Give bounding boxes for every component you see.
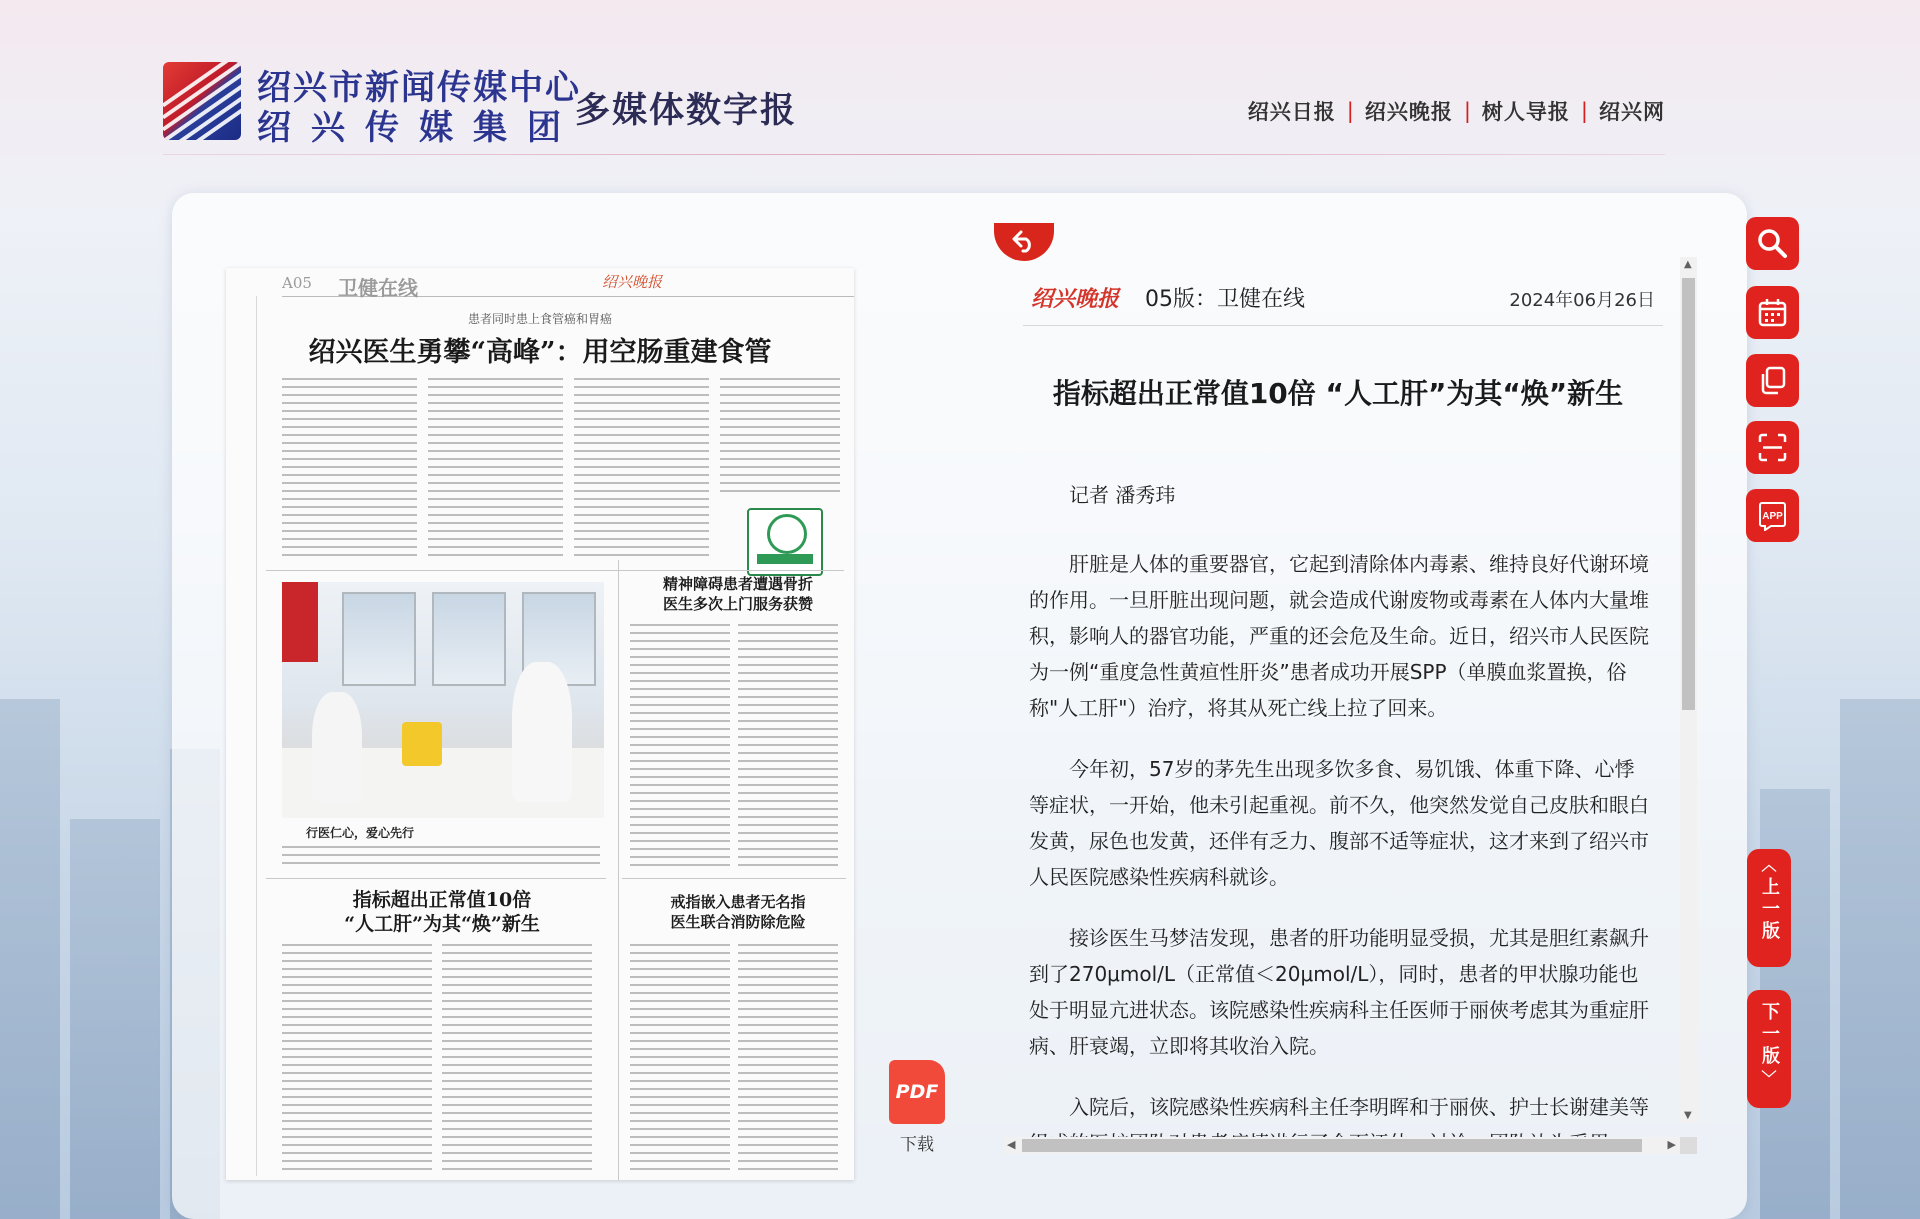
scan-button[interactable] xyxy=(1746,421,1799,474)
top-nav xyxy=(1248,96,1665,126)
article-paragraph: 接诊医生马梦洁发现，患者的肝功能明显受损，尤其是胆红素飙升到了270μmol/L（正常值＜20μmol/L），同时，患者的甲状腺功能也处于明显亢进状态。该院感染性疾病科主任医师于丽俠考虑其为重症肝病、肝衰竭，立即将其收治入院。 xyxy=(1029,926,1649,1058)
newspaper-page-image[interactable] xyxy=(226,268,854,1180)
header-divider xyxy=(163,154,1665,155)
download-label[interactable]: 下载 xyxy=(900,1135,934,1155)
article-text-block xyxy=(574,378,709,558)
copy-button[interactable] xyxy=(1746,354,1799,407)
article-panel xyxy=(1003,257,1680,1154)
nav-separator: | xyxy=(1580,99,1588,123)
app-icon xyxy=(1757,500,1788,531)
chevron-up-icon: ︿ xyxy=(1761,856,1777,874)
vertical-scroll-thumb[interactable] xyxy=(1682,278,1695,710)
section-rule xyxy=(622,878,846,879)
scrollbar-corner xyxy=(1680,1137,1697,1154)
scroll-down-arrow-icon[interactable]: ▼ xyxy=(1684,1110,1692,1121)
copy-icon xyxy=(1757,365,1788,396)
scan-icon xyxy=(1757,432,1788,463)
story2-headline[interactable] xyxy=(622,574,854,614)
article-text-block xyxy=(720,378,840,498)
story3-headline-line1: 指标超出正常值10倍 xyxy=(352,889,532,911)
column-rule xyxy=(256,296,257,1176)
story4-headline-line2: 医生联合消防除危险 xyxy=(670,913,806,931)
lead-headline[interactable]: 绍兴医生勇攀“高峰”：用空肠重建食管 xyxy=(308,337,772,368)
photo-caption: 行医仁心，爱心先行 xyxy=(306,826,415,840)
article-vertical-scrollbar[interactable] xyxy=(1680,257,1697,1123)
nav-link-shuren-daobao[interactable]: 树人导报 xyxy=(1481,100,1570,124)
article-text-block xyxy=(282,944,432,1172)
calendar-button[interactable] xyxy=(1746,286,1799,339)
article-header xyxy=(1023,257,1663,326)
app-icon-text: APP xyxy=(1762,511,1783,522)
next-page-label: 下一版 xyxy=(1759,1002,1780,1068)
search-button[interactable] xyxy=(1746,217,1799,270)
article-text-block xyxy=(630,624,730,869)
story2-headline-line2: 医生多次上门服务获赞 xyxy=(662,595,813,613)
org-name-line2: 绍兴传媒集团 xyxy=(257,108,581,148)
scroll-up-arrow-icon[interactable]: ▲ xyxy=(1684,259,1692,270)
caption-text xyxy=(282,846,600,866)
article-edition: 05版：卫健在线 xyxy=(1145,287,1305,312)
site-title: 多媒体数字报 xyxy=(575,91,798,131)
calendar-icon xyxy=(1757,297,1788,328)
app-button[interactable] xyxy=(1746,489,1799,542)
article-horizontal-scrollbar[interactable] xyxy=(1003,1137,1680,1154)
search-icon xyxy=(1757,228,1788,259)
article-paragraph: 入院后，该院感染性疾病科主任李明晖和于丽俠、护士长谢建美等 xyxy=(1069,1095,1649,1119)
news-photo[interactable] xyxy=(282,582,604,818)
story4-headline-line1: 戒指嵌入患者无名指 xyxy=(670,893,806,911)
lead-kicker: 患者同时患上食管癌和胃癌 xyxy=(467,312,612,326)
section-rule xyxy=(266,570,844,571)
article-reporter: 记者 潘秀玮 xyxy=(1069,483,1176,507)
article-text-block xyxy=(630,944,730,1172)
chevron-down-icon: ﹀ xyxy=(1761,1069,1777,1087)
story3-headline[interactable] xyxy=(282,888,602,936)
back-arrow-icon xyxy=(1011,229,1037,253)
article-text-block xyxy=(738,624,838,869)
article-text-block xyxy=(738,944,838,1172)
story4-headline[interactable] xyxy=(622,892,854,932)
newspaper-section: 卫健在线 xyxy=(338,276,418,300)
newspaper-page-header xyxy=(282,268,854,300)
logo-icon[interactable] xyxy=(163,62,241,140)
story3-headline-line2: “人工肝”为其“焕”新生 xyxy=(344,913,540,935)
article-brand: 绍兴晚报 xyxy=(1031,286,1120,312)
site-header xyxy=(0,0,1920,160)
nav-link-shaoxing-net[interactable]: 绍兴网 xyxy=(1599,100,1665,124)
section-rule xyxy=(266,878,606,879)
next-page-button[interactable] xyxy=(1747,990,1791,1108)
hospital-emblem xyxy=(747,508,823,576)
scroll-right-arrow-icon[interactable]: ▶ xyxy=(1667,1138,1676,1151)
nav-link-shaoxing-evening[interactable]: 绍兴晚报 xyxy=(1364,100,1453,124)
horizontal-scroll-thumb[interactable] xyxy=(1022,1139,1642,1152)
newspaper-page-number: A05 xyxy=(282,274,312,292)
org-name-line1: 绍兴市新闻传媒中心 xyxy=(257,68,581,108)
article-paragraph: 今年初，57岁的茅先生出现多饮多食、易饥饿、体重下降、心悸等症状，一开始，他未引起重视。前不久，他突然发觉自己皮肤和眼白发黄，尿色也发黄，还伴有乏力、腹部不适等症状，这才来到了绍兴市人民医院感染性疾病科就诊。 xyxy=(1029,757,1649,889)
story2-headline-line1: 精神障碍患者遭遇骨折 xyxy=(662,575,813,593)
scroll-left-arrow-icon[interactable]: ◀ xyxy=(1007,1138,1016,1151)
prev-page-label: 上一版 xyxy=(1759,877,1780,943)
newspaper-brand: 绍兴晚报 xyxy=(602,273,663,291)
nav-link-shaoxing-daily[interactable]: 绍兴日报 xyxy=(1247,100,1336,124)
nav-separator: | xyxy=(1346,99,1354,123)
article-text-block xyxy=(282,378,417,558)
article-date: 2024年06月26日 xyxy=(1509,290,1655,311)
article-body xyxy=(1029,477,1654,1154)
pdf-icon: PDF xyxy=(889,1060,945,1124)
article-text-block xyxy=(442,944,592,1172)
article-title: 指标超出正常值10倍 “人工肝”为其“焕”新生 xyxy=(1052,377,1624,410)
article-text-block xyxy=(428,378,563,558)
article-paragraph: 肝脏是人体的重要器官，它起到清除体内毒素、维持良好代谢环境的作用。一旦肝脏出现问题，就会造成代谢废物或毒素在人体内大量堆积，影响人的器官功能，严重的还会危及生命。近日，绍兴市人民医院为一例“重度急性黄疸性肝炎”患者成功开展SPP（单膜血浆置换，俗称"人工肝"）治疗，将其从死亡线上拉了回来。 xyxy=(1029,552,1649,720)
pdf-download-button[interactable] xyxy=(889,1060,945,1128)
column-rule xyxy=(618,560,619,1180)
prev-page-button[interactable] xyxy=(1747,849,1791,967)
nav-separator: | xyxy=(1463,99,1471,123)
